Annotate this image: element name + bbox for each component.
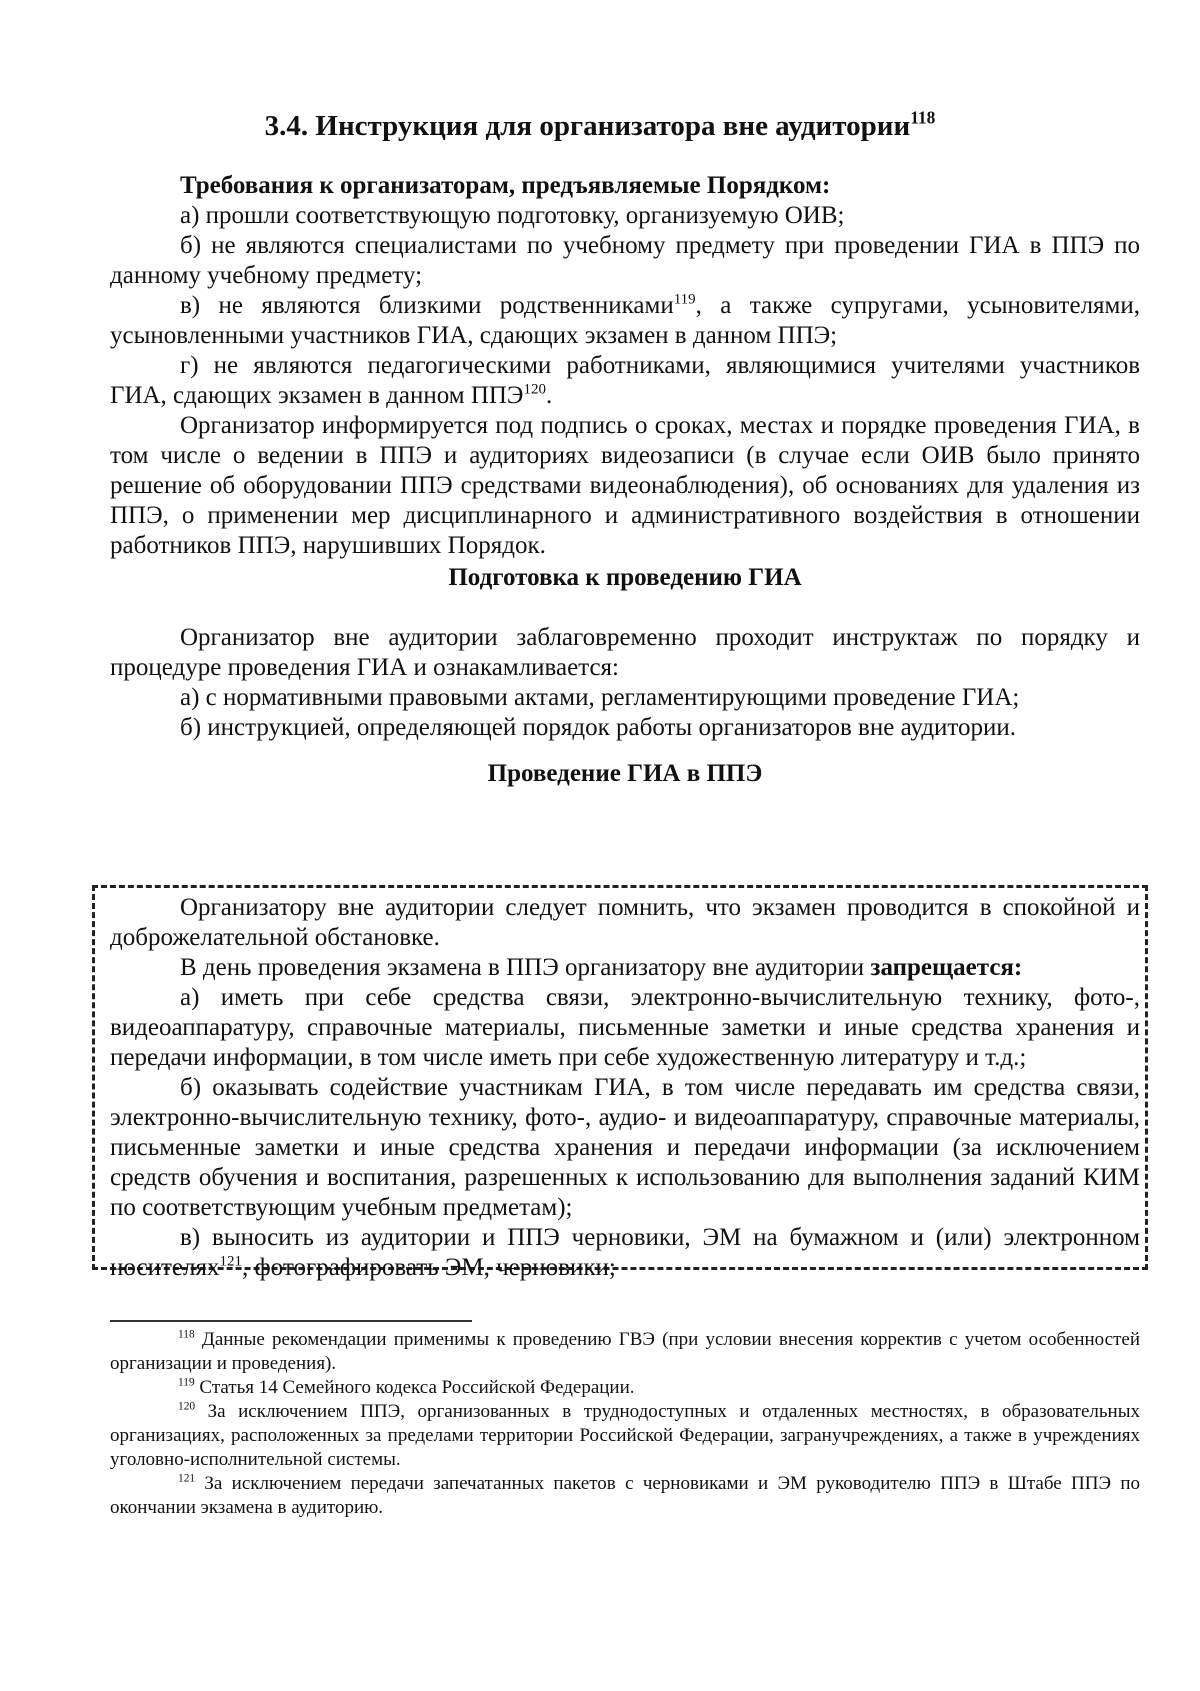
- requirement-v-tail: , а также супругами, усыновителями, усыновленными участников ГИА, сдающих экзамен в данном ППЭ;: [110, 292, 1140, 349]
- preparation-heading: Подготовка к проведению ГИА: [448, 564, 802, 591]
- footnote-ref-120[interactable]: 120: [523, 381, 546, 398]
- requirement-v: [110, 291, 1140, 351]
- requirement-g-text: г) не являются педагогическими работниками, являющимися учителями участников ГИА, сдающих экзамен в данном ППЭ: [110, 352, 1140, 409]
- requirement-a: а) прошли соответствующую подготовку, организуемую ОИВ;: [180, 202, 845, 229]
- forbidden-intro: [110, 953, 1140, 983]
- preparation-intro: Организатор вне аудитории заблаговременно проходит инструктаж по порядку и процедуре проведения ГИА и ознакамливается:: [110, 624, 1140, 681]
- forbidden-item-v: [110, 1223, 1140, 1283]
- footnote-separator: [110, 1320, 472, 1322]
- footnote-120: [110, 1400, 1140, 1472]
- section-title: [0, 108, 1200, 144]
- footnote-ref-119[interactable]: 119: [673, 291, 696, 308]
- conduct-heading-wrap: [110, 759, 1140, 789]
- footnote-ref-121[interactable]: 121: [219, 1253, 242, 1270]
- forbidden-item-a: а) иметь при себе средства связи, электронно-вычислительную технику, фото-, видеоаппаратуру, справочные материалы, письменные заметки и иные средства хранения и передачи информации, в том числе иметь при себе художественную литературу и т.д.;: [110, 984, 1140, 1071]
- remember-paragraph: Организатору вне аудитории следует помнить, что экзамен проводится в спокойной и доброжелательной обстановке.: [110, 894, 1140, 951]
- requirements-heading: Требования к организаторам, предъявляемые Порядком:: [180, 172, 831, 199]
- footnote-number: 120: [178, 1400, 196, 1413]
- footnote-121: [110, 1472, 1140, 1520]
- requirement-g: [110, 351, 1140, 411]
- section-title-text: 3.4. Инструкция для организатора вне аудитории: [264, 110, 911, 142]
- forbidden-item-v-tail: , фотографировать ЭМ, черновики;: [241, 1254, 616, 1281]
- footnote-number: 121: [178, 1472, 196, 1485]
- preparation-block: [110, 563, 1140, 743]
- requirement-b: б) не являются специалистами по учебному предмету при проведении ГИА в ППЭ по данному учебному предмету;: [110, 232, 1140, 289]
- forbidden-item-v-text: в) выносить из аудитории и ППЭ черновики, ЭМ на бумажном и (или) электронном носителях: [110, 1224, 1140, 1281]
- footnote-ref-118[interactable]: 118: [910, 107, 936, 128]
- footnote-number: 119: [178, 1376, 195, 1389]
- preparation-item-b: б) инструкцией, определяющей порядок работы организаторов вне аудитории.: [180, 714, 1017, 741]
- footnote-text: За исключением ППЭ, организованных в труднодоступных и отдаленных местностях, в образовательных организациях, расположенных за пределами территории Российской Федерации, загранучреждениях, а также в учреждениях уголовно-исполнительной системы.: [110, 1401, 1140, 1470]
- footnote-text: Данные рекомендации применимы к проведению ГВЭ (при условии внесения корректив с учетом особенностей организации и проведения).: [110, 1329, 1140, 1374]
- conduct-heading: Проведение ГИА в ППЭ: [487, 760, 763, 787]
- forbidden-intro-text: В день проведения экзамена в ППЭ организатору вне аудитории: [180, 954, 871, 981]
- forbidden-item-b: б) оказывать содействие участникам ГИА, в том числе передавать им средства связи, электронно-вычислительную технику, фото-, аудио- и видеоаппаратуру, справочные материалы, письменные заметки и иные средства хранения и передачи информации (за исключением средств обучения и воспитания, разрешенных к использованию для выполнения заданий КИМ по соответствующим учебным предметам);: [110, 1074, 1140, 1221]
- requirement-g-tail: .: [545, 382, 553, 409]
- footnote-text: Статья 14 Семейного кодекса Российской Федерации.: [194, 1377, 635, 1398]
- requirement-v-text: в) не являются близкими родственниками: [180, 292, 674, 319]
- footnote-118: [110, 1328, 1140, 1376]
- footnote-text: За исключением передачи запечатанных пакетов с черновиками и ЭМ руководителю ППЭ в Штабе ППЭ по окончании экзамена в аудиторию.: [110, 1473, 1140, 1518]
- footnotes: [110, 1328, 1140, 1520]
- organizer-informed-paragraph: Организатор информируется под подпись о сроках, местах и порядке проведения ГИА, в том числе о ведении в ППЭ и аудиториях видеозаписи (в случае если ОИВ было принято решение об оборудовании ППЭ средствами видеонаблюдения), об основаниях для удаления из ППЭ, о применении мер дисциплинарного и административного воздействия в отношении работников ППЭ, нарушивших Порядок.: [110, 412, 1140, 559]
- requirements-block: [110, 171, 1140, 561]
- footnote-number: 118: [178, 1328, 195, 1341]
- preparation-item-a: а) с нормативными правовыми актами, регламентирующими проведение ГИА;: [180, 684, 1020, 711]
- conduct-block: [110, 893, 1140, 1283]
- footnote-119: [110, 1376, 1140, 1400]
- forbidden-word: запрещается:: [870, 954, 1023, 981]
